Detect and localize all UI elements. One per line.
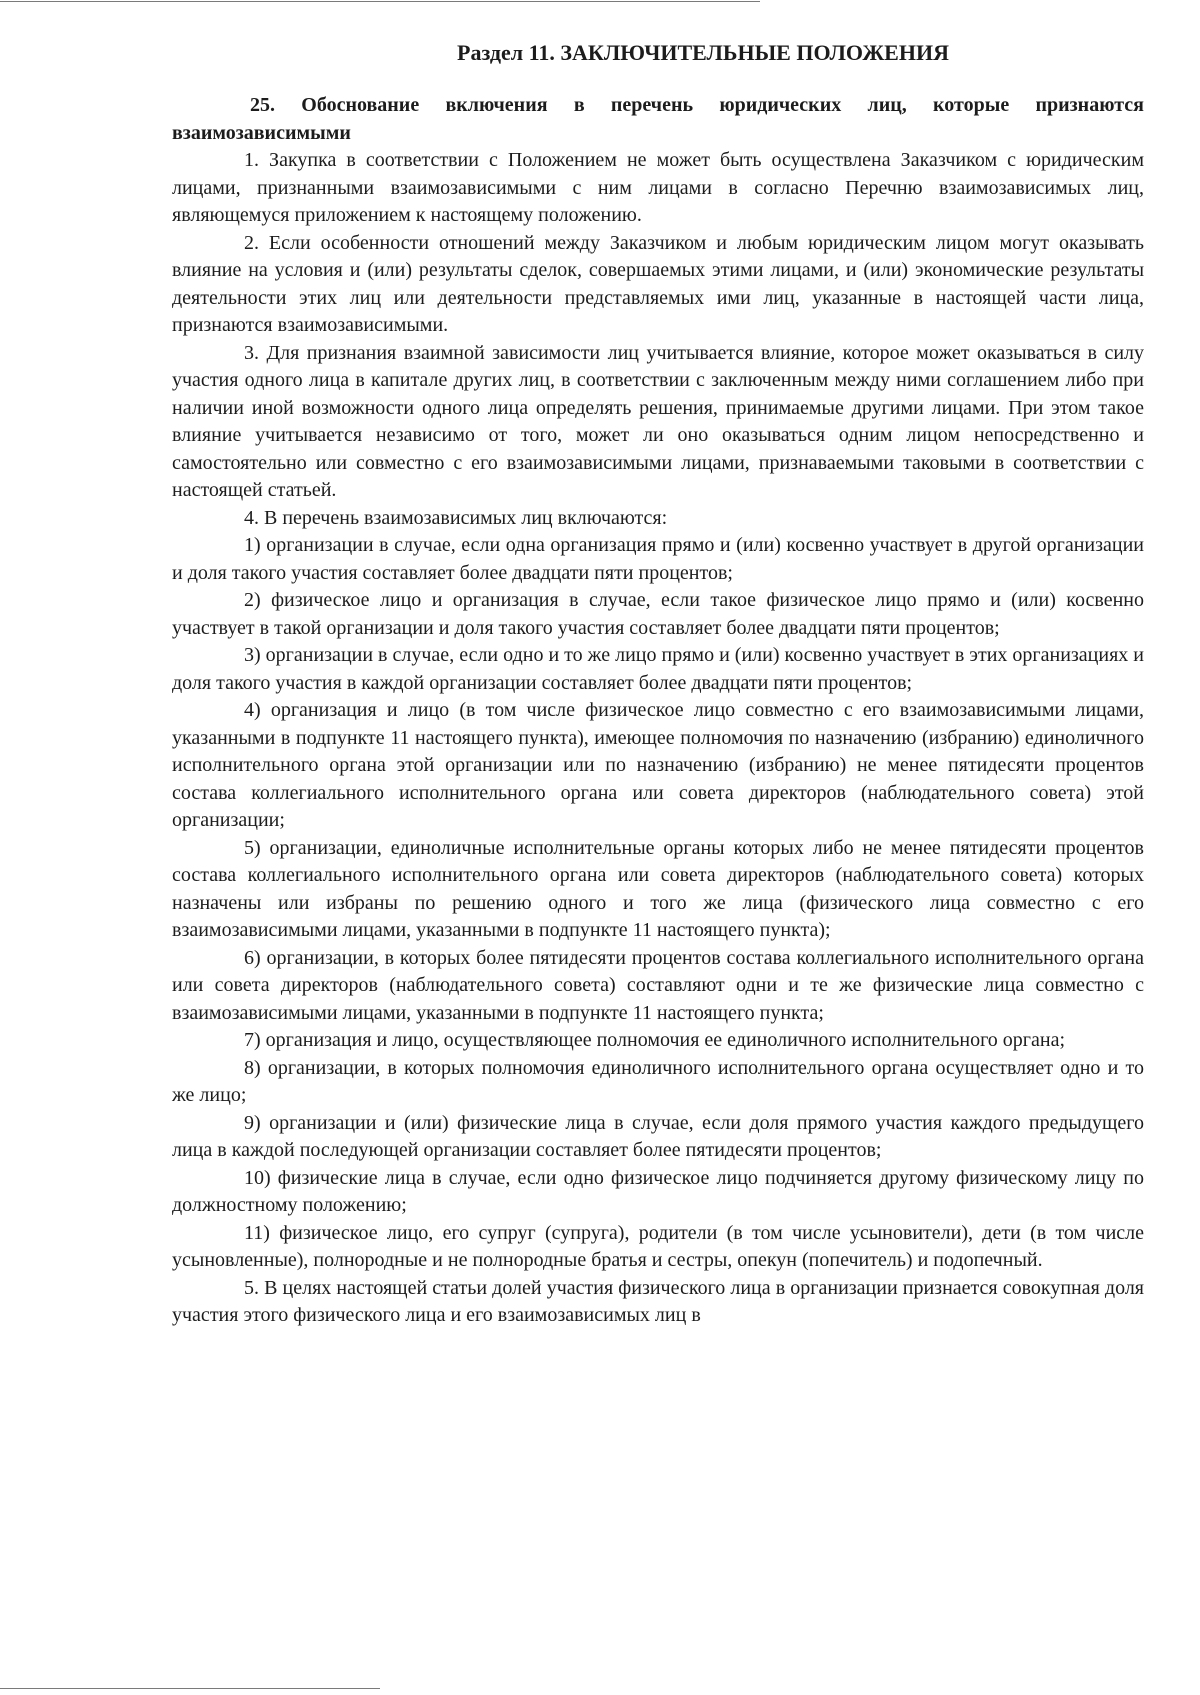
paragraph-3: 3. Для признания взаимной зависимости лиц учитывается влияние, которое может оказываться в силу участия одного лица в капитале других лиц, в соответствии с заключенным между ними соглашением либо при наличии иной возможности одного лица определять решения, принимаемые другими лицами. При этом такое влияние учитывается независимо от того, может ли оно оказываться одним лицом непосредственно и самостоятельно или совместно с его взаимозависимыми лицами, признаваемыми таковыми в соответствии с настоящей статьей. bbox=[172, 341, 1144, 501]
list-item-9: 9) организации и (или) физические лица в случае, если доля прямого участия каждого предыдущего лица в каждой последующей организации составляет более пятидесяти процентов; bbox=[172, 1111, 1144, 1161]
scan-edge-bottom bbox=[0, 1688, 380, 1689]
list-item-2: 2) физическое лицо и организация в случае, если такое физическое лицо прямо и (или) косвенно участвует в такой организации и доля такого участия составляет более двадцати пяти процентов; bbox=[172, 589, 1144, 639]
clause-heading: 25. Обоснование включения в перечень юридических лиц, которые признаются взаимозависимыми bbox=[172, 94, 1144, 144]
list-item-7: 7) организация и лицо, осуществляющее полномочия ее единоличного исполнительного органа; bbox=[244, 1029, 1066, 1051]
section-title: Раздел 11. ЗАКЛЮЧИТЕЛЬНЫЕ ПОЛОЖЕНИЯ bbox=[457, 40, 949, 65]
paragraph-1: 1. Закупка в соответствии с Положением не может быть осуществлена Заказчиком с юридическим лицами, признанными взаимозависимыми с ним лицами в согласно Перечню взаимозависимых лиц, являющемуся приложением к настоящему положению. bbox=[172, 149, 1144, 226]
paragraph-2: 2. Если особенности отношений между Заказчиком и любым юридическим лицом могут оказывать влияние на условия и (или) результаты сделок, совершаемых этими лицами, и (или) экономические результаты деятельности этих лиц или деятельности представляемых ими лиц, указанные в настоящей части лица, признаются взаимозависимыми. bbox=[172, 231, 1144, 336]
paragraph-5: 5. В целях настоящей статьи долей участия физического лица в организации признается совокупная доля участия этого физического лица и его взаимозависимых лиц в bbox=[172, 1276, 1144, 1326]
list-item-10: 10) физические лица в случае, если одно физическое лицо подчиняется другому физическому лицу по должностному положению; bbox=[172, 1166, 1144, 1216]
list-item-5: 5) организации, единоличные исполнительные органы которых либо не менее пятидесяти процентов состава коллегиального исполнительного органа или совета директоров (наблюдательного совета) которых назначены или избраны по решению одного и того же лица (физического лица совместно с его взаимозависимыми лицами, указанными в подпункте 11 настоящего пункта); bbox=[172, 836, 1144, 941]
list-item-8: 8) организации, в которых полномочия единоличного исполнительного органа осуществляет одно и то же лицо; bbox=[172, 1056, 1144, 1106]
scan-edge-top bbox=[0, 1, 760, 2]
list-item-11: 11) физическое лицо, его супруг (супруга), родители (в том числе усыновители), дети (в том числе усыновленные), полнородные и не полнородные братья и сестры, опекун (попечитель) и подопечный. bbox=[172, 1221, 1144, 1271]
list-item-6: 6) организации, в которых более пятидесяти процентов состава коллегиального исполнительного органа или совета директоров (наблюдательного совета) составляют одни и те же физические лица совместно с взаимозависимыми лицами, указанными в подпункте 11 настоящего пункта; bbox=[172, 946, 1144, 1024]
list-item-1: 1) организации в случае, если одна организация прямо и (или) косвенно участвует в другой организации и доля такого участия составляет более двадцати пяти процентов; bbox=[172, 534, 1144, 584]
paragraph-4: 4. В перечень взаимозависимых лиц включаются: bbox=[244, 506, 668, 529]
list-item-4: 4) организация и лицо (в том числе физическое лицо совместно с его взаимозависимыми лицами, указанными в подпункте 11 настоящего пункта), имеющее полномочия по назначению (избранию) единоличного исполнительного органа этой организации или по назначению (избранию) не менее пятидесяти процентов состава коллегиального исполнительного органа или совета директоров (наблюдательного совета) этой организации; bbox=[172, 699, 1144, 831]
list-item-3: 3) организации в случае, если одно и то же лицо прямо и (или) косвенно участвует в этих организациях и доля такого участия в каждой организации составляет более двадцати пяти процентов; bbox=[172, 644, 1144, 694]
document-page bbox=[172, 38, 1144, 1330]
